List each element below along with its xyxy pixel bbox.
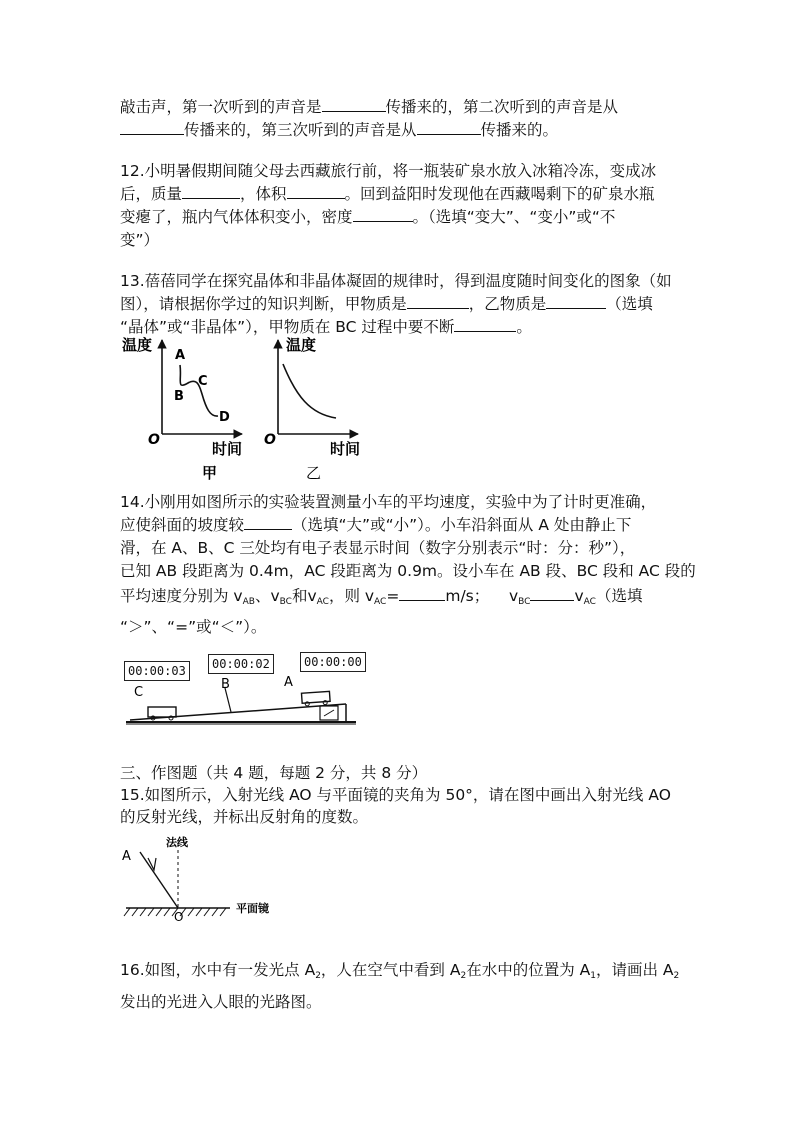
timer-a: 00:00:00 xyxy=(300,652,366,672)
q14-line4: 已知 AB 段距离为 0.4m，AC 段距离为 0.9m。设小车在 AB 段、BC 段和 AC 段的 xyxy=(120,562,696,580)
point-o-label: O xyxy=(174,910,184,922)
temperature-graphs xyxy=(118,332,378,487)
answer-blank[interactable] xyxy=(322,97,386,112)
answer-blank[interactable] xyxy=(182,184,240,199)
q14-line3: 滑，在 A、B、C 三处均有电子表显示时间（数字分别表示“时：分：秒”）， xyxy=(120,539,636,557)
point-a-label: A xyxy=(175,348,186,363)
point-a-label: A xyxy=(122,849,131,864)
jia-caption: 甲 xyxy=(202,464,218,482)
q15-line1: 15.如图所示，入射光线 AO 与平面镜的夹角为 50°，请在图中画出入射光线 AO xyxy=(120,786,671,804)
jia-origin: O xyxy=(148,432,160,448)
q14-line6: “＞”、“=”或“＜”）。 xyxy=(120,618,267,636)
q13-line3: “晶体”或“非晶体”），甲物质在 BC 过程中要不断 。 xyxy=(120,318,532,336)
answer-blank[interactable] xyxy=(407,294,469,309)
jia-x-label: 时间 xyxy=(212,440,243,458)
answer-blank[interactable] xyxy=(546,294,606,309)
car-at-a xyxy=(301,691,330,706)
jia-y-label: 温度 xyxy=(122,336,153,354)
answer-blank[interactable] xyxy=(399,586,445,601)
q11-line2: 传播来的，第三次听到的声音是从 传播来的。 xyxy=(120,120,558,140)
timer-b: 00:00:02 xyxy=(208,654,274,674)
answer-blank[interactable] xyxy=(454,317,516,332)
q14-line1: 14.小刚用如图所示的实验装置测量小车的平均速度，实验中为了计时更准确， xyxy=(120,493,657,511)
point-c-label: C xyxy=(198,374,208,389)
q12-line2: 后，质量 ，体积 。回到益阳时发现他在西藏喝剩下的矿泉水瓶 xyxy=(120,185,655,203)
q16-line1: 16.如图，水中有一发光点 $A_2$，人在空气中看到 $A_2$在水中的位置为 $A_1$，请画出 $A_2$ xyxy=(120,961,680,981)
answer-blank[interactable] xyxy=(417,120,481,135)
label-b: B xyxy=(221,677,230,692)
q13-line1: 13.蓓蓓同学在探究晶体和非晶体凝固的规律时，得到温度随时间变化的图象（如 xyxy=(120,272,672,290)
incident-ray xyxy=(140,852,178,908)
yi-x-label: 时间 xyxy=(330,440,361,458)
q11-line1: 敲击声，第一次听到的声音是 传播来的，第二次听到的声音是从 xyxy=(120,98,619,116)
section3-heading: 三、作图题（共 4 题，每题 2 分，共 8 分） xyxy=(120,764,428,782)
answer-blank[interactable] xyxy=(353,207,413,222)
q16-line2: 发出的光进入人眼的光路图。 xyxy=(120,993,322,1011)
q14-line5: 平均速度分别为 $v_{AB}$、$v_{BC}$和$v_{AC}$，则 $v_{AC}= m/s$； $v_{BC}$ $v_{AC}$（选填 xyxy=(120,587,643,607)
q13-line2: 图），请根据你学过的知识判断，甲物质是 ，乙物质是 （选填 xyxy=(120,295,653,313)
ray-arrow xyxy=(148,858,156,870)
ramp-diagram xyxy=(120,670,360,730)
yi-curve xyxy=(283,364,336,418)
answer-blank[interactable] xyxy=(287,184,345,199)
point-d-label: D xyxy=(219,410,230,425)
label-c: C xyxy=(134,685,144,700)
answer-blank[interactable] xyxy=(244,515,292,530)
yi-caption: 乙 xyxy=(306,464,322,482)
q12-line1: 12.小明暑假期间随父母去西藏旅行前，将一瓶装矿泉水放入冰箱冷冻，变成冰 xyxy=(120,162,657,180)
q14-line2: 应使斜面的坡度较 （选填“大”或“小”）。小车沿斜面从 A 处由静止下 xyxy=(120,516,632,534)
yi-y-label: 温度 xyxy=(286,336,317,354)
timer-c: 00:00:03 xyxy=(124,661,190,681)
car-at-c xyxy=(148,707,176,717)
answer-blank[interactable] xyxy=(120,120,184,135)
normal-label: 法线 xyxy=(166,836,188,849)
mirror-label: 平面镜 xyxy=(236,902,269,915)
yi-origin: O xyxy=(264,432,276,448)
label-a: A xyxy=(284,675,293,690)
answer-blank[interactable] xyxy=(530,586,574,601)
q12-line3: 变瘪了，瓶内气体体积变小，密度 。（选填“变大”、“变小”或“不 xyxy=(120,208,616,226)
q12-line4: 变”） xyxy=(120,231,160,249)
jia-curve xyxy=(180,365,218,416)
mirror-diagram xyxy=(118,832,288,922)
point-b-label: B xyxy=(174,389,184,404)
q15-line2: 的反射光线，并标出反射角的度数。 xyxy=(120,808,369,826)
